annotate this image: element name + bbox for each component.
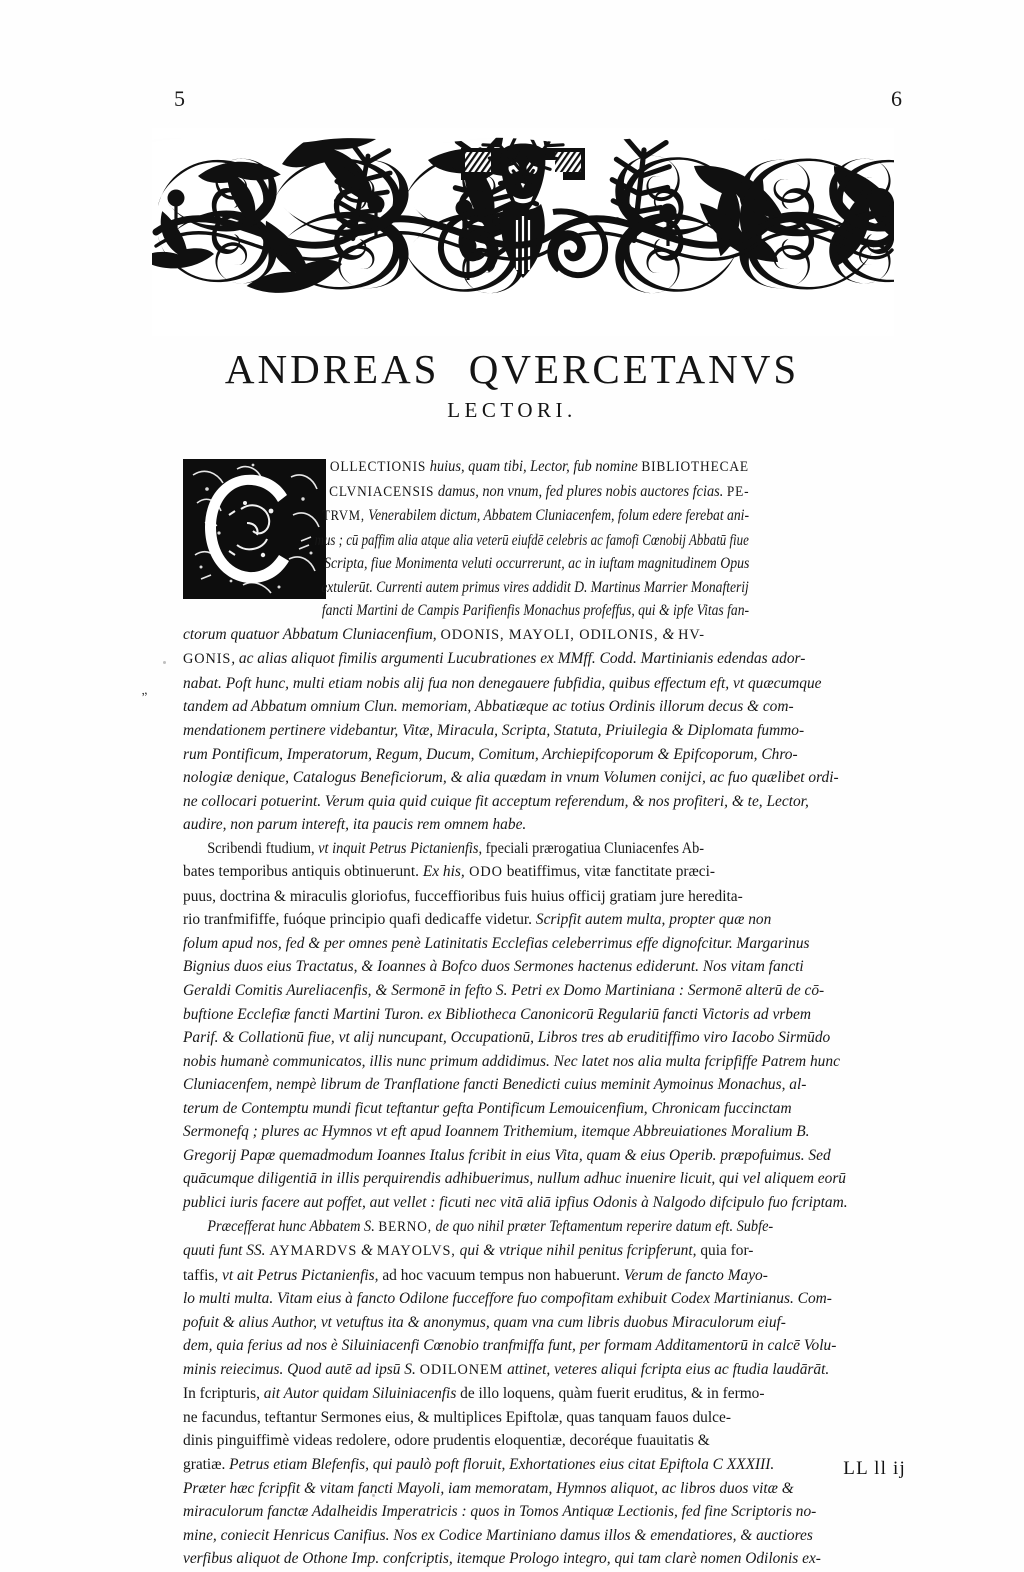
signature-mark: LL ll ij [843,1458,906,1479]
text-run: mus ; cū paffim alia atque alia veterū eiufdē celebris ac famofi Cœnobij Abbatū fiue [314,531,749,549]
body-lines-container [183,455,906,1571]
text-run: publici iuris facere aut poffet, aut vellet : ficuti nec vitā aliā ipfius Odonis à Nalgodo difcipulo fuo fcriptam. [183,1193,848,1211]
text-line [183,1026,906,1050]
text-line [183,1429,906,1453]
text-run: ODILONEM [419,1361,504,1378]
text-run: beatiffimus, vitæ fanctitate præci- [502,863,716,881]
text-run: vt ait Petrus Pictanienfis, [222,1266,379,1284]
text-run: , ac alias aliquot fimilis argumenti Lucubrationes ex MMff. Codd. Martinianis edendas ador- [231,650,806,668]
text-line [183,455,749,480]
text-run: Petrus etiam Blefenfis, qui paulò poft floruit, Exhortationes eius citat Epiftola C XXXIII. [229,1455,775,1473]
text-line [183,1264,906,1288]
text-run: TRVM, [322,508,365,525]
text-run: Parif. & Collationū fiue, vt alij nuncupant, Occupationū, Libros tres ab eruditiffimo viro Iacobo Sirmūdo [183,1029,831,1047]
text-run: BIBLIOTHECAE [641,459,749,475]
text-run: de quo nihil præter Teftamentum reperire datum eft. Subfe- [431,1217,774,1235]
text-run: & [357,1242,377,1260]
folio-number-right: 6 [891,86,902,111]
text-line [183,672,906,696]
text-run: miraculorum fanctæ Adalheidis Imperatricis : quos in Tomos Antiquæ Lectionis, fed fine Scriptoris no- [183,1503,817,1521]
text-line [183,552,750,576]
text-run: damus, non vnum, fed plures nobis auctores fcias. [434,482,727,500]
text-line [183,576,749,600]
text-run: Scripta, fiue Monimenta veluti occurrerunt, ac in iuftam magnitudinem Opus [324,555,750,573]
text-line [183,908,906,932]
text-line [183,813,906,837]
text-run: tandem ad Abbatum omnium Clun. memoriam, Abbatiæque ac totius Ordinis illorum decus & com- [183,698,794,716]
text-run: audire, non parum intereft, ita paucis rem omnem habe. [183,816,527,834]
text-run: Scripfit autem multa, propter quæ non [535,911,772,929]
text-run: de illo loquens, quàm fuerit eruditus, & in fermo- [456,1385,765,1403]
text-run: Præcefferat hunc Abbatem S. [207,1217,379,1235]
text-line [183,1120,906,1144]
text-run: Sermonefq ; plures ac Hymnos vt eft apud Ioannem Trithemium, itemque Abbreuiationes Moralium B. [183,1123,810,1141]
text-run: mendationem pertinere videbantur, Vitæ, Miracula, Scripta, Statuta, Priuilegia & Diplomata fummo- [183,722,805,740]
text-line [183,885,906,909]
text-line [183,1334,906,1358]
text-run: quuti funt SS. [183,1242,270,1260]
text-run: GONIS [183,651,232,668]
text-line [183,1477,906,1501]
text-run: MAYOLVS, [376,1243,456,1260]
text-run: minis reiecimus. Quod autē ad ipsū S. [183,1360,420,1378]
text-line [183,932,906,956]
text-run: vt inquit Petrus Pictanienfis, [318,839,483,857]
text-run: ait Autor quidam Siluiniacenfis [263,1385,457,1403]
text-line [183,599,750,623]
text-line [183,837,880,861]
text-line [183,623,906,648]
text-line [183,1547,906,1571]
text-line [183,504,749,529]
acanthus-grotesque-headpiece-ornament [152,128,894,336]
text-run: attinet, veteres aliqui fcripta eius ac ftudia laudārāt. [503,1360,830,1378]
text-run: & [658,625,679,643]
text-line [183,480,750,505]
text-line [183,1050,906,1074]
text-run: nologiæ denique, Catalogus Beneficiorum, & alia quædam in vnum Volumen conijci, ac fuo quælibet ordi- [183,769,839,787]
text-line [183,719,906,743]
page-title: ANDREAS QVERCETANVS [224,346,800,392]
text-run: dinis pinguiffimè videas redolere, odore prudentis eloquentiæ, decoréque fuauitatis & [183,1432,710,1450]
text-run: ad hoc vacuum tempus non habuerunt. [378,1266,624,1284]
text-run: rum Pontificum, Imperatorum, Regum, Ducum, Comitum, Archiepifcoporum & Epifcoporum, Chro- [183,745,798,763]
text-line [183,766,906,790]
folio-number-left: 5 [174,86,185,111]
text-run: nobis humanè communicatos, illis nunc primum addidimus. Nec latet nos alia multa fcripfiffe Patrem hunc [183,1052,840,1070]
text-line [183,1239,906,1264]
text-run: dem, quia ferius ad nos è Siluiniacenfi Cœnobio tranfmiffa funt, per formam Additamentorū in calcē Volu- [183,1337,837,1355]
marginal-ink-mark: „ [139,681,148,698]
text-line [183,860,906,885]
text-run: taffis, [183,1266,223,1284]
text-line [183,1073,906,1097]
text-run: ne collocari potuerint. Verum quia quid cuique fit acceptum referendum, & nos profiteri, & te, Lector, [183,792,809,810]
text-run: mine, coniecit Henricus Canifius. Nos ex Codice Martiniano damus illos & emendatiores, & auctiores [183,1526,813,1544]
text-run: pofuit & alius Author, vt vetuftus ita & anonymus, quam vna cum libris duobus Miraculorum eiuf- [183,1313,786,1331]
text-line [183,1287,906,1311]
text-run: huius, quam tibi, Lector, fub nomine [426,458,642,475]
text-run: Verum de fancto Mayo- [623,1266,768,1284]
text-line [183,790,906,814]
text-run: quia for- [700,1242,754,1260]
page-subtitle: LECTORI. [447,398,577,422]
text-run: ctorum quatuor Abbatum Cluniacenfium, [183,625,441,643]
text-line [183,1167,906,1191]
text-run: terum de Contemptu mundi ficut teftantur gefta Pontificum Lemouicenfium, Chronicam fuccinctam [183,1099,792,1117]
text-run: In fcripturis, [183,1385,264,1403]
text-run: qui & vtrique nihil penitus fcripferunt, [455,1242,701,1260]
text-run: folum apud nos, fed & per omnes penè Latinitatis Ecclefias celeberrimus effe dignofcitur. Margarinus [183,934,810,952]
text-run: gratiæ. [183,1455,230,1473]
text-run: ODONIS, MAYOLI, ODILONIS, [440,626,659,643]
text-run: HV- [678,626,705,643]
text-run: Bignius duos eius Tractatus, & Ioannes à Bofco duos Sermones hactenus ediderunt. Nos vitam fancti [183,958,804,976]
text-run: ODO [464,864,503,881]
text-line [183,1382,906,1406]
text-run: verfibus aliquot de Othone Imp. confcriptis, itemque Prologo integro, qui tam clarè nomen Odilonis ex- [183,1550,821,1568]
text-run: AYMARDVS [269,1243,358,1260]
text-run: quācumque diligentiā in illis perquirendis adhibuerimus, nullum adhuc inuenire licuit, qui vel aliquem eorū [183,1170,846,1188]
text-run: Scribendi ftudium, [207,839,319,857]
text-line [183,1406,906,1430]
text-run: PE- [726,483,750,500]
text-run: bates temporibus antiquis obtinuerunt. [183,863,423,881]
text-run: Gregorij Papæ quemadmodum Ioannes Italus fcribit in eius Vita, quam & eius Operib. præpofuimus. Sed [183,1146,831,1164]
text-run: fancti Martini de Campis Parifienfis Monachus profeffus, qui & ipfe Vitas fan- [321,602,750,620]
text-run: puus, doctrina & miraculis gloriofus, fucceffioribus fuis huius officij gratiam jure heredita- [183,887,743,905]
text-run: lo multi multa. Vitam eius à fancto Odilone fucceffore fuo compofitam exhibuit Codex Martinianus. Com- [183,1290,832,1308]
text-line [183,1500,906,1524]
paper-speck [163,661,166,664]
text-run: extulerūt. Currenti autem primus vires addidit D. Martinus Marrier Monafterij [321,578,749,596]
text-line [183,1311,906,1335]
text-run: Venerabilem dictum, Abbatem Cluniacenfem, folum edere ferebat ani- [364,507,749,525]
text-line [183,1215,880,1240]
body-text-block [183,455,906,1571]
text-line [183,695,906,719]
text-run: buftione Ecclefiæ fancti Martini Turon. ex Bibliotheca Canonicorū Regulariū fancti Victoris ad vrbem [183,1005,811,1023]
text-run: Ex his, [422,863,465,881]
text-run: Præter hæc fcripfit & vitam fancti Mayoli, iam memoratam, Hymnos aliquot, ac libros duos vitæ & [183,1479,794,1497]
text-run: ne facundus, teftantur Sermones eius, & multiplices Epiftolæ, quas tanquam fauos dulce- [183,1408,731,1426]
text-line [183,647,906,672]
text-run: OLLECTIONIS [329,459,427,475]
text-run: CLVNIACENSIS [329,483,435,500]
text-line [183,955,906,979]
text-line [183,1358,906,1383]
text-line [183,1003,906,1027]
text-run: Geraldi Comitis Aureliacenfis, & Sermonē in fefto S. Petri ex Domo Martiniana : Sermonē alterū de cō- [183,982,825,1000]
text-line [183,1524,906,1548]
text-line [183,1144,906,1168]
text-line [183,1097,906,1121]
text-line [183,529,749,553]
text-run: nabat. Poft hunc, multi etiam nobis alij fua non denegauere fubfidia, quibus effectum eft, vt quæcumque [183,674,822,692]
text-run: BERNO, [378,1218,432,1235]
text-run: fpeciali prærogatiua Cluniacenfes Ab- [482,839,705,857]
text-run: rio tranfmififfe, fuóque principio quafi dedicaffe videtur. [183,911,536,929]
text-line [183,979,906,1003]
text-line [183,743,906,767]
text-line [183,1191,906,1215]
text-run: Cluniacenfem, nempè librum de Tranflatione fancti Benedicti cuius meminit Aymoinus Monachus, al- [183,1076,807,1094]
